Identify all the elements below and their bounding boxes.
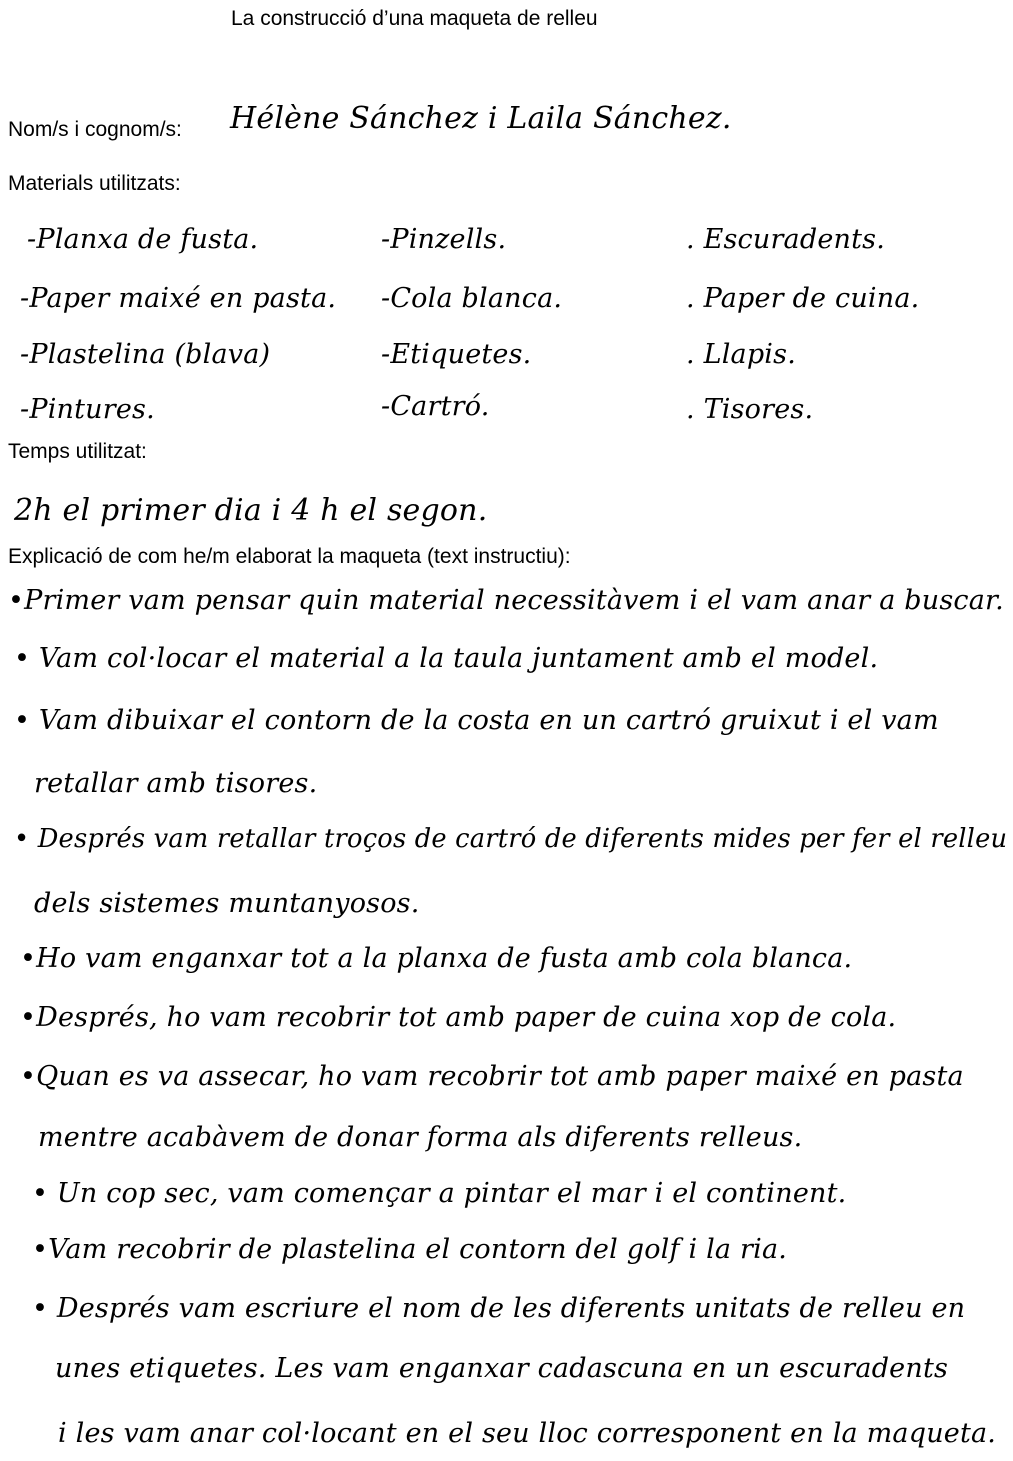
instruction-line: •Vam recobrir de plastelina el contorn del golf i la ria. xyxy=(32,1234,788,1265)
handwritten-names: Hélène Sánchez i Laila Sánchez. xyxy=(230,101,732,136)
instruction-line: • Vam col·locar el material a la taula juntament amb el model. xyxy=(14,643,879,674)
instruction-line: • Un cop sec, vam començar a pintar el mar i el continent. xyxy=(32,1178,847,1209)
material-item: -Pinzells. xyxy=(381,224,507,255)
name-label: Nom/s i cognom/s: xyxy=(8,118,182,141)
instruction-line: • Vam dibuixar el contorn de la costa en un cartró gruixut i el vam xyxy=(14,705,939,736)
material-item: . Paper de cuina. xyxy=(686,283,920,314)
material-item: . Tisores. xyxy=(686,394,814,425)
material-item: . Llapis. xyxy=(686,339,796,370)
time-label: Temps utilitzat: xyxy=(8,440,147,463)
instruction-line: • Després vam escriure el nom de les diferents unitats de relleu en xyxy=(32,1293,966,1324)
instruction-line: i les vam anar col·locant en el seu lloc corresponent en la maqueta. xyxy=(58,1418,997,1449)
instruction-line: unes etiquetes. Les vam enganxar cadascuna en un escuradents xyxy=(55,1353,949,1384)
instruction-line: • Després vam retallar troços de cartró de diferents mides per fer el relleu xyxy=(14,824,1008,854)
material-item: -Cartró. xyxy=(381,391,490,422)
material-item: -Cola blanca. xyxy=(381,283,563,314)
material-item: -Pintures. xyxy=(20,394,155,425)
material-item: -Planxa de fusta. xyxy=(27,224,259,255)
instruction-line: •Ho vam enganxar tot a la planxa de fusta amb cola blanca. xyxy=(20,943,853,974)
material-item: -Plastelina (blava) xyxy=(20,339,271,370)
materials-label: Materials utilitzats: xyxy=(8,172,181,195)
instruction-line: retallar amb tisores. xyxy=(34,768,318,799)
instruction-line: mentre acabàvem de donar forma als diferents relleus. xyxy=(38,1122,803,1153)
instruction-line: •Primer vam pensar quin material necessitàvem i el vam anar a buscar. xyxy=(8,585,1004,616)
instruction-line: dels sistemes muntanyosos. xyxy=(34,888,420,919)
worksheet-title: La construcció d’una maqueta de relleu xyxy=(231,7,598,30)
instruction-line: •Després, ho vam recobrir tot amb paper de cuina xop de cola. xyxy=(20,1002,897,1033)
material-item: -Etiquetes. xyxy=(381,339,532,370)
material-item: -Paper maixé en pasta. xyxy=(20,283,337,314)
instruction-line: •Quan es va assecar, ho vam recobrir tot amb paper maixé en pasta xyxy=(20,1061,964,1092)
material-item: . Escuradents. xyxy=(686,224,885,255)
handwritten-time: 2h el primer dia i 4 h el segon. xyxy=(14,493,488,528)
explanation-label: Explicació de com he/m elaborat la maqueta (text instructiu): xyxy=(8,545,571,568)
